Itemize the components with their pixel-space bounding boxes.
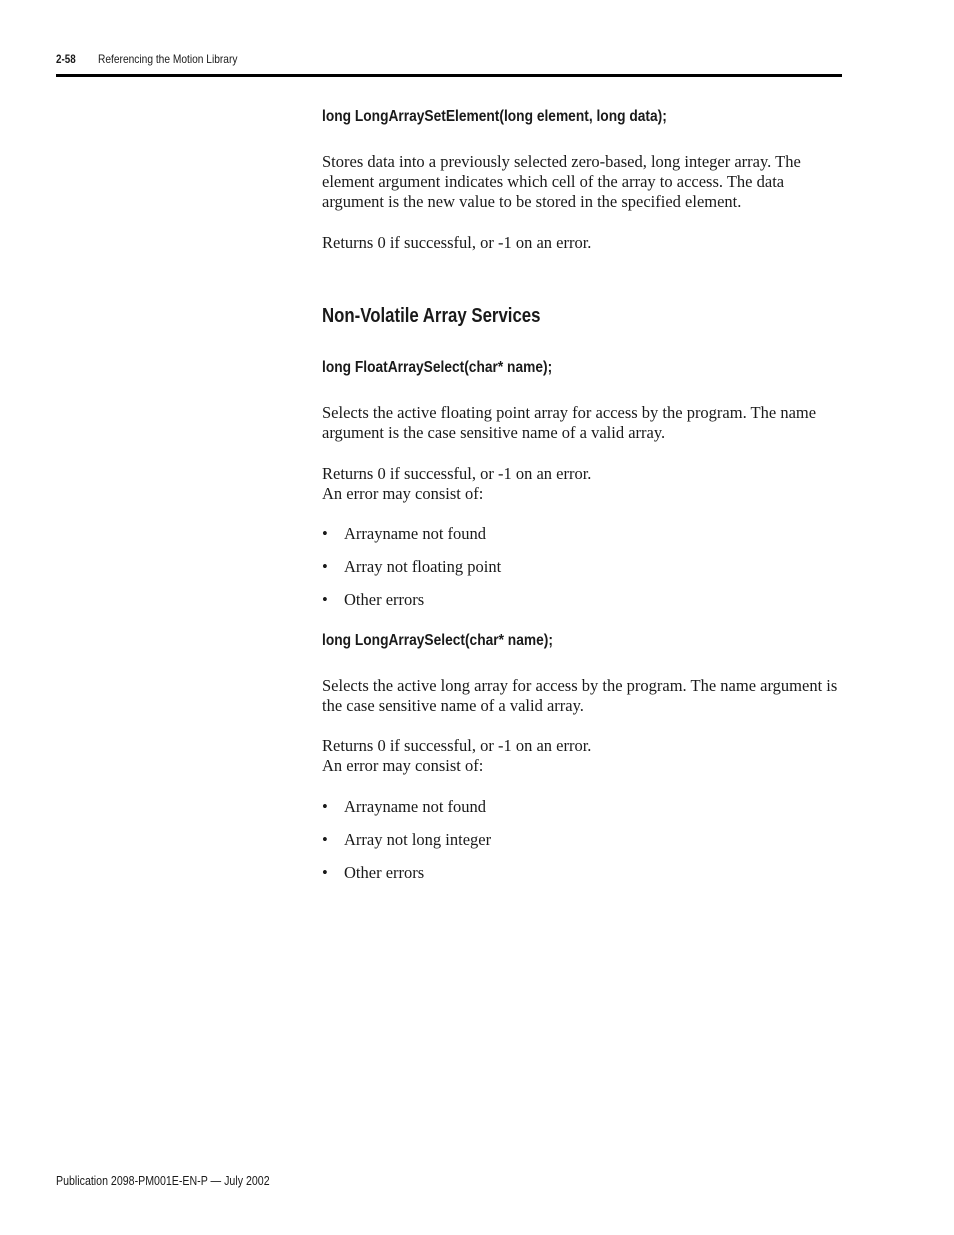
returns-text: Returns 0 if successful, or -1 on an error. [322, 736, 592, 755]
list-item [322, 590, 424, 610]
bullet-icon: • [322, 863, 328, 882]
page-number: 2-58 [56, 52, 76, 66]
function-title-floatarrayselect: long FloatArraySelect(char* name); [322, 359, 553, 376]
page-header [56, 52, 842, 76]
bullet-icon: • [322, 830, 328, 849]
header-title: Referencing the Motion Library [98, 52, 238, 66]
returns-text: Returns 0 if successful, or -1 on an error. [322, 464, 592, 483]
section-heading: Non-Volatile Array Services [322, 305, 541, 327]
header-rule [56, 74, 842, 77]
list-item-text: Arrayname not found [344, 797, 487, 816]
list-item-text: Array not floating point [344, 557, 502, 576]
bullet-icon: • [322, 524, 328, 543]
list-item [322, 863, 424, 883]
returns-paragraph: Returns 0 if successful, or -1 on an error. [322, 233, 592, 252]
function-title-longarraysetelement: long LongArraySetElement(long element, long data); [322, 108, 667, 125]
bullet-icon: • [322, 590, 328, 609]
page-footer: Publication 2098-PM001E-EN-P — July 2002 [56, 1174, 270, 1188]
list-item-text: Other errors [344, 863, 425, 882]
returns-paragraph [322, 464, 847, 504]
list-item-text: Other errors [344, 590, 425, 609]
error-intro: An error may consist of: [322, 756, 484, 775]
list-item [322, 557, 501, 577]
list-item [322, 524, 486, 544]
list-item [322, 830, 491, 850]
list-item-text: Arrayname not found [344, 524, 487, 543]
list-item [322, 797, 486, 817]
error-intro: An error may consist of: [322, 484, 484, 503]
function-title-longarrayselect: long LongArraySelect(char* name); [322, 632, 553, 649]
bullet-icon: • [322, 557, 328, 576]
description-paragraph: Selects the active floating point array for access by the program. The name argument is the case sensitive name of a valid array. [322, 403, 817, 442]
description-paragraph: Stores data into a previously selected zero-based, long integer array. The element argument indicates which cell of the array to access. The data argument is the new value to be stored in the specified element. [322, 152, 801, 211]
bullet-icon: • [322, 797, 328, 816]
returns-paragraph [322, 736, 847, 776]
description-paragraph: Selects the active long array for access by the program. The name argument is the case sensitive name of a valid array. [322, 676, 838, 715]
list-item-text: Array not long integer [344, 830, 492, 849]
